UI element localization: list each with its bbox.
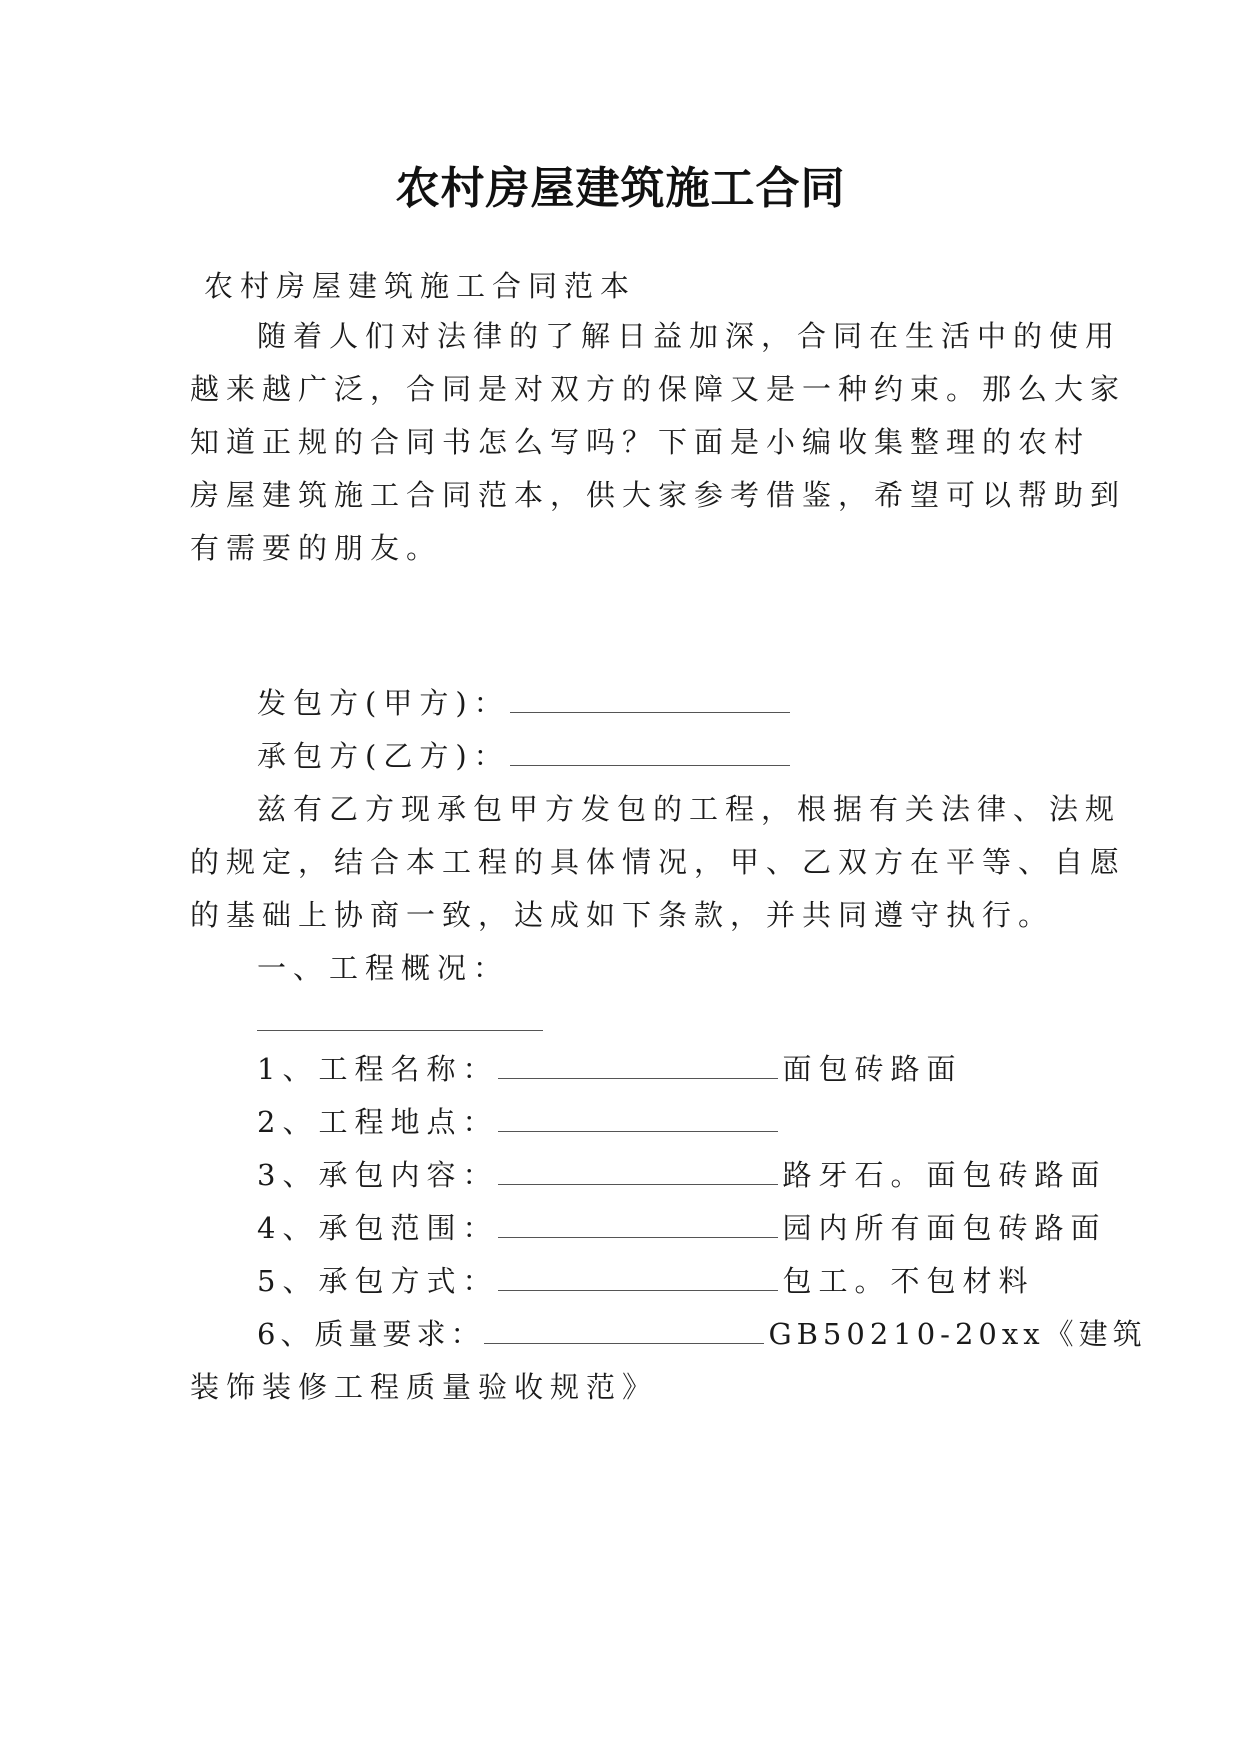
party-a-row xyxy=(257,683,794,723)
item-row-4 xyxy=(257,1208,1106,1248)
item-value-3: 路牙石。面包砖路面 xyxy=(782,1158,1107,1192)
section-1-blank[interactable] xyxy=(257,1002,543,1031)
preamble-line-3: 的基础上协商一致，达成如下条款，并共同遵守执行。 xyxy=(190,898,1055,932)
item-value-5: 包工。不包材料 xyxy=(782,1264,1035,1298)
intro-line-2: 越来越广泛，合同是对双方的保障又是一种约束。那么大家 xyxy=(190,372,1127,406)
item-blank-1[interactable] xyxy=(498,1050,778,1079)
item-label-2: 2、工程地点： xyxy=(257,1105,499,1139)
item-label-3: 3、承包内容： xyxy=(257,1158,499,1192)
party-a-label: 发包方(甲方)： xyxy=(257,686,510,720)
item-blank-4[interactable] xyxy=(498,1209,778,1238)
party-b-blank[interactable] xyxy=(510,737,790,766)
party-b-label: 承包方(乙方)： xyxy=(257,739,510,773)
section-1-blank-row xyxy=(257,1001,547,1041)
item-blank-3[interactable] xyxy=(498,1156,778,1185)
item-label-5: 5、承包方式： xyxy=(257,1264,499,1298)
item-row-6 xyxy=(257,1314,1147,1354)
preamble-line-1: 兹有乙方现承包甲方发包的工程，根据有关法律、法规 xyxy=(257,792,1122,826)
item-row-3 xyxy=(257,1155,1106,1195)
item-label-4: 4、承包范围： xyxy=(257,1211,499,1245)
item-value-4: 园内所有面包砖路面 xyxy=(782,1211,1107,1245)
item-blank-2[interactable] xyxy=(498,1103,778,1132)
item-value-1: 面包砖路面 xyxy=(782,1052,963,1086)
section-1-heading: 一、工程概况： xyxy=(257,951,510,985)
preamble-line-2: 的规定，结合本工程的具体情况，甲、乙双方在平等、自愿 xyxy=(190,845,1127,879)
item-row-5 xyxy=(257,1261,1034,1301)
item-row-1 xyxy=(257,1049,962,1089)
item-value-6: GB50210-20xx《建筑 xyxy=(768,1317,1147,1351)
item-blank-6[interactable] xyxy=(484,1315,764,1344)
item-blank-5[interactable] xyxy=(498,1262,778,1291)
item-label-6: 6、质量要求： xyxy=(257,1317,485,1351)
intro-line-3: 知道正规的合同书怎么写吗？下面是小编收集整理的农村 xyxy=(190,425,1091,459)
item-label-1: 1、工程名称： xyxy=(257,1052,499,1086)
intro-line-4: 房屋建筑施工合同范本，供大家参考借鉴，希望可以帮助到 xyxy=(190,478,1127,512)
intro-line-5: 有需要的朋友。 xyxy=(190,531,443,565)
item-6-continuation: 装饰装修工程质量验收规范》 xyxy=(190,1370,659,1404)
document-title: 农村房屋建筑施工合同 xyxy=(395,163,846,214)
party-b-row xyxy=(257,736,794,776)
document-subtitle: 农村房屋建筑施工合同范本 xyxy=(204,269,637,303)
intro-line-1: 随着人们对法律的了解日益加深，合同在生活中的使用 xyxy=(257,319,1122,353)
party-a-blank[interactable] xyxy=(510,684,790,713)
item-row-2 xyxy=(257,1102,782,1142)
